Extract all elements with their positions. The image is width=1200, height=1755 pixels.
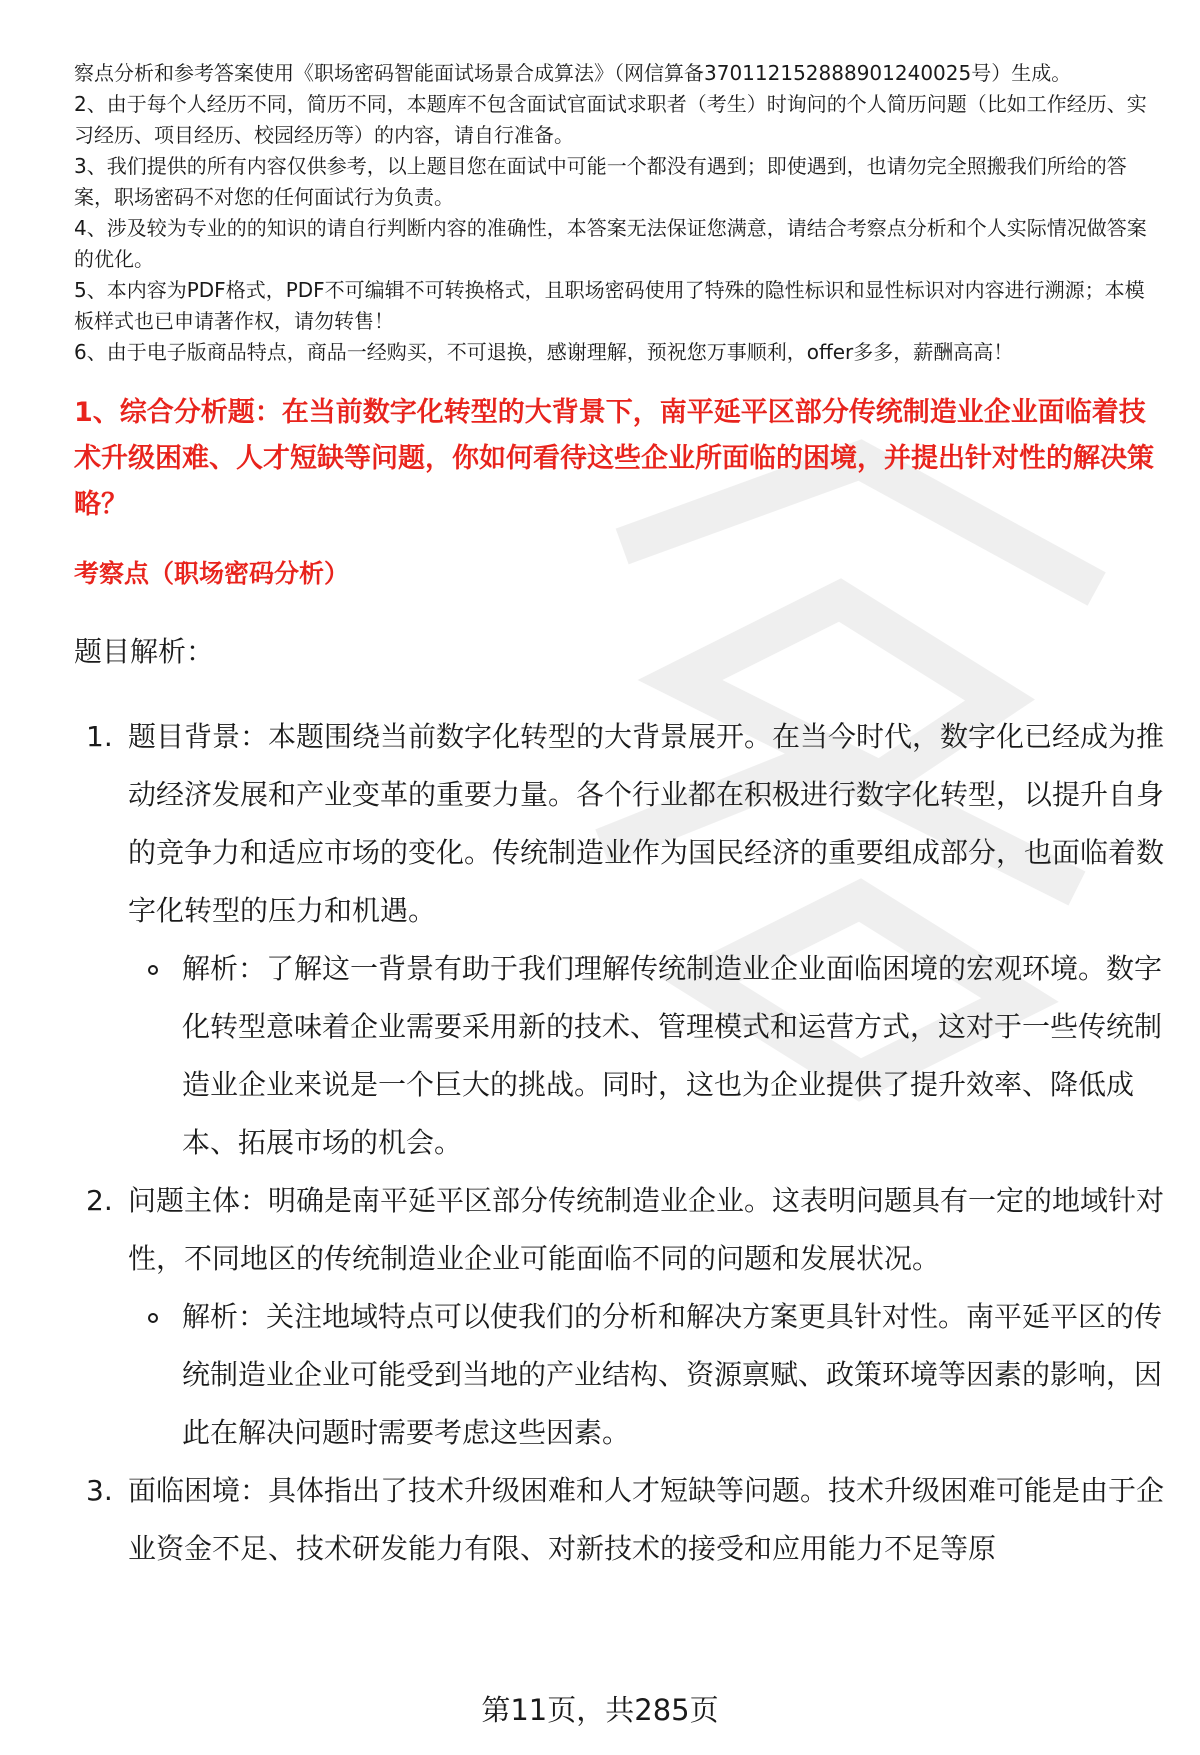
disclaimer-notice — [74, 58, 1164, 368]
analysis-list — [74, 708, 1164, 1578]
sub-item-text: 解析：关注地域特点可以使我们的分析和解决方案更具针对性。南平延平区的传统制造业企业可能受到当地的产业结构、资源禀赋、政策环境等因素的影响，因此在解决问题时需要考虑这些因素。 — [182, 1300, 1163, 1449]
sub-item-text: 解析：了解这一背景有助于我们理解传统制造业企业面临困境的宏观环境。数字化转型意味着企业需要采用新的技术、管理模式和运营方式，这对于一些传统制造业企业来说是一个巨大的挑战。同时，这也为企业提供了提升效率、降低成本、拓展市场的机会。 — [182, 952, 1163, 1159]
item-text: 问题主体：明确是南平延平区部分传统制造业企业。这表明问题具有一定的地域针对性，不同地区的传统制造业企业可能面临不同的问题和发展状况。 — [128, 1184, 1165, 1275]
page-content — [74, 58, 1164, 1578]
notice-line: 4、涉及较为专业的的知识的请自行判断内容的准确性，本答案无法保证您满意，请结合考察点分析和个人实际情况做答案的优化。 — [74, 216, 1147, 271]
list-item — [74, 1172, 1164, 1462]
notice-line: 3、我们提供的所有内容仅供参考，以上题目您在面试中可能一个都没有遇到；即使遇到，也请勿完全照搬我们所给的答案，职场密码不对您的任何面试行为负责。 — [74, 154, 1127, 209]
question-heading: 1、综合分析题：在当前数字化转型的大背景下，南平延平区部分传统制造业企业面临着技术升级困难、人才短缺等问题，你如何看待这些企业所面临的困境，并提出针对性的解决策略？ — [74, 397, 1154, 520]
list-item — [74, 1462, 1164, 1578]
sub-item — [128, 1288, 1164, 1462]
item-text: 面临困境：具体指出了技术升级困难和人才短缺等问题。技术升级困难可能是由于企业资金不足、技术研发能力有限、对新技术的接受和应用能力不足等原 — [128, 1474, 1165, 1565]
notice-line: 5、本内容为PDF格式，PDF不可编辑不可转换格式，且职场密码使用了特殊的隐性标识和显性标识对内容进行溯源；本模板样式也已申请著作权，请勿转售！ — [74, 278, 1145, 333]
page-number: 第11页，共285页 — [481, 1693, 719, 1727]
item-text: 题目背景：本题围绕当前数字化转型的大背景展开。在当今时代，数字化已经成为推动经济发展和产业变革的重要力量。各个行业都在积极进行数字化转型，以提升自身的竞争力和适应市场的变化。传统制造业作为国民经济的重要组成部分，也面临着数字化转型的压力和机遇。 — [128, 720, 1165, 927]
item-number: 1. — [86, 720, 113, 753]
item-number: 2. — [86, 1184, 113, 1217]
circle-bullet-icon — [148, 1313, 158, 1323]
notice-line: 2、由于每个人经历不同，简历不同，本题库不包含面试官面试求职者（考生）时询问的个人简历问题（比如工作经历、实习经历、项目经历、校园经历等）的内容，请自行准备。 — [74, 92, 1147, 147]
circle-bullet-icon — [148, 965, 158, 975]
notice-line: 6、由于电子版商品特点，商品一经购买，不可退换，感谢理解，预祝您万事顺利，offer多多，薪酬高高！ — [74, 340, 1014, 364]
sub-item — [128, 940, 1164, 1172]
analysis-intro: 题目解析： — [74, 635, 215, 668]
item-number: 3. — [86, 1474, 113, 1507]
section-title: 考察点（职场密码分析） — [74, 559, 350, 588]
notice-line: 察点分析和参考答案使用《职场密码智能面试场景合成算法》（网信算备370112152888901240025号）生成。 — [74, 61, 1072, 85]
list-item — [74, 708, 1164, 1172]
